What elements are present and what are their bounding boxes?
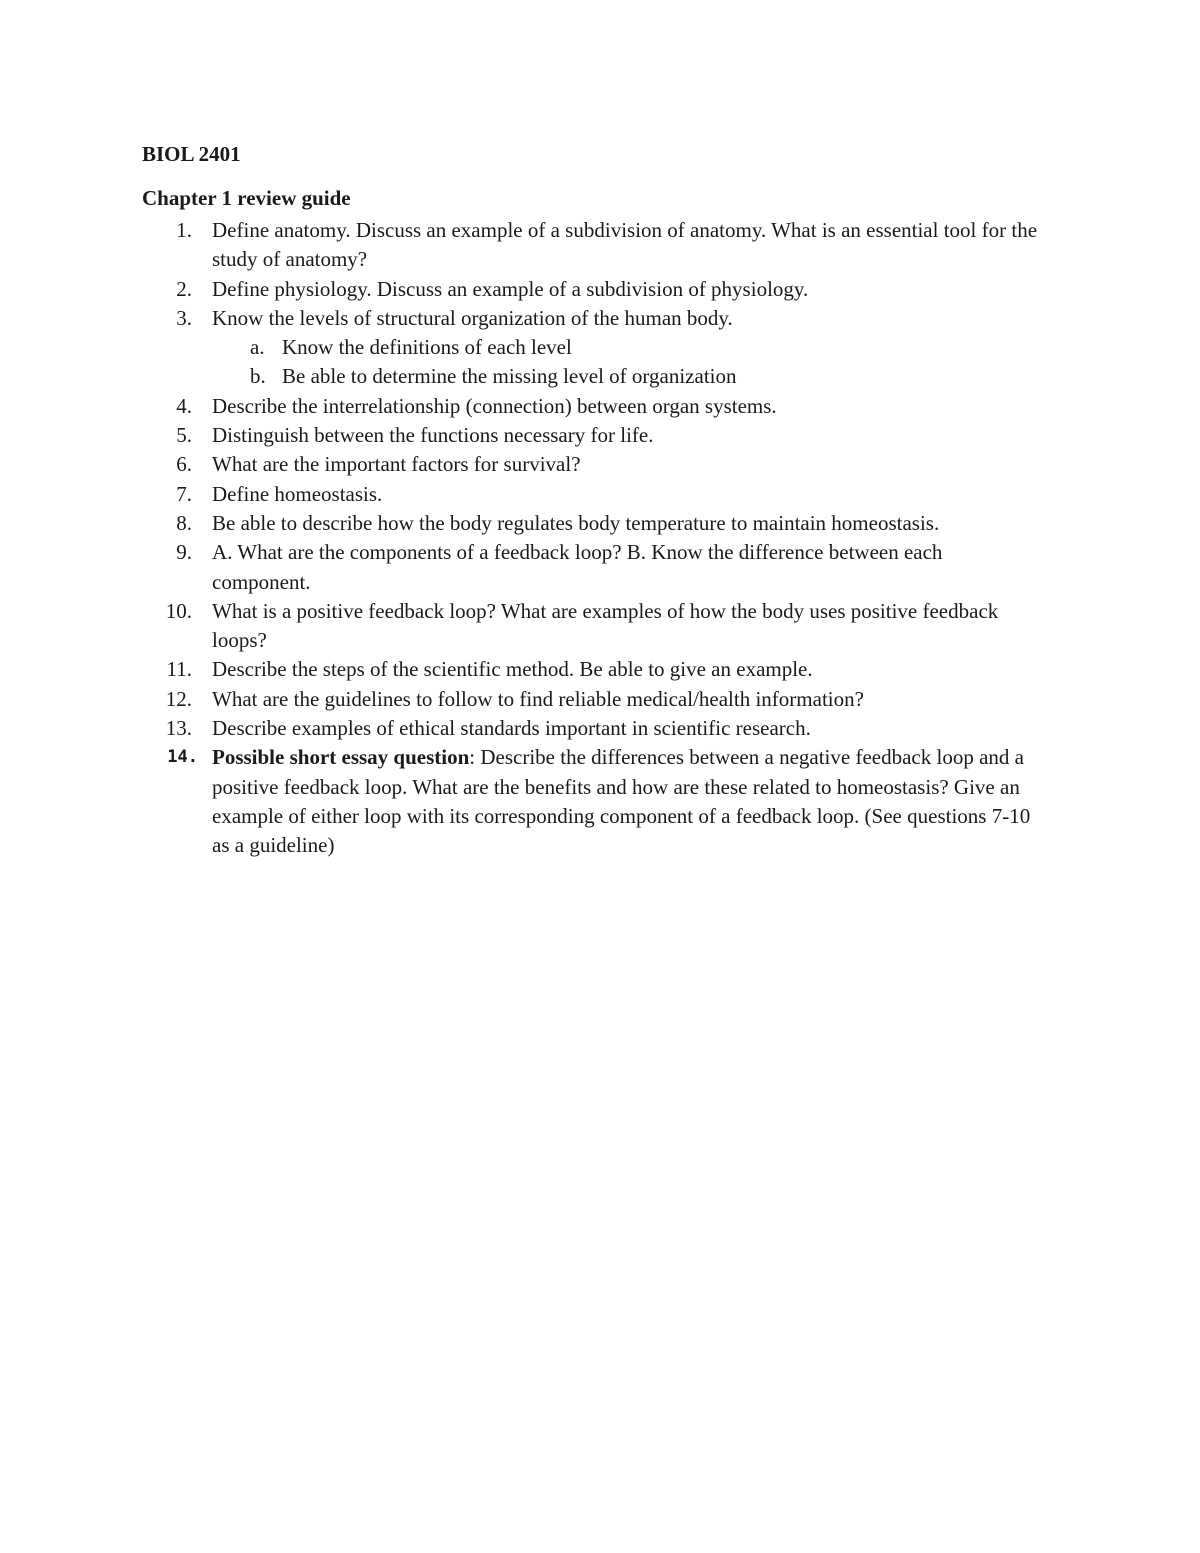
question-number: 10. bbox=[165, 598, 192, 623]
question-text: A. What are the components of a feedback loop? B. Know the difference between each component. bbox=[212, 540, 943, 594]
document-content bbox=[142, 140, 1042, 861]
question-text: Define physiology. Discuss an example of a subdivision of physiology. bbox=[212, 276, 809, 301]
sub-question-text: Be able to determine the missing level of organization bbox=[282, 364, 737, 389]
question-item-7 bbox=[142, 480, 1042, 509]
question-number: 9. bbox=[176, 540, 192, 565]
guide-title: Chapter 1 review guide bbox=[142, 186, 351, 210]
course-title: BIOL 2401 bbox=[142, 142, 241, 166]
question-item-5 bbox=[142, 421, 1042, 450]
essay-question-label: Possible short essay question bbox=[212, 745, 470, 770]
question-number: 1. bbox=[176, 218, 192, 242]
question-item-6 bbox=[142, 450, 1042, 479]
question-item-11 bbox=[142, 655, 1042, 684]
question-number: 2. bbox=[176, 276, 192, 301]
question-text: Define anatomy. Discuss an example of a subdivision of anatomy. What is an essential tool for the study of anatomy? bbox=[212, 218, 1038, 272]
question-number: 7. bbox=[176, 481, 192, 506]
question-item-8 bbox=[142, 509, 1042, 538]
question-text: What are the guidelines to follow to find reliable medical/health information? bbox=[212, 686, 864, 711]
sub-question-item-a bbox=[212, 333, 1042, 362]
question-item-1 bbox=[142, 216, 1042, 275]
sub-question-list bbox=[212, 333, 1042, 392]
question-list bbox=[142, 216, 1042, 861]
question-text: Describe the steps of the scientific method. Be able to give an example. bbox=[212, 657, 813, 682]
question-text: What are the important factors for survival? bbox=[212, 452, 581, 477]
question-number: 8. bbox=[176, 510, 192, 535]
sub-question-letter: b. bbox=[250, 364, 266, 389]
question-number: 5. bbox=[176, 423, 192, 448]
sub-question-item-b bbox=[212, 362, 1042, 391]
question-number: 6. bbox=[176, 452, 192, 477]
question-number: 12. bbox=[165, 686, 192, 711]
question-number: 4. bbox=[176, 393, 192, 418]
question-item-10 bbox=[142, 597, 1042, 656]
question-number: 14. bbox=[167, 747, 198, 768]
question-item-2 bbox=[142, 275, 1042, 304]
question-text: Describe examples of ethical standards important in scientific research. bbox=[212, 716, 811, 741]
question-item-14 bbox=[142, 743, 1042, 860]
question-item-13 bbox=[142, 714, 1042, 743]
question-text: : Describe the differences between a negative feedback loop and a positive feedback loop. What are the benefits and how are these related to homeostasis? Give an example of either loop with its corresponding component of a feedback loop. (See questions 7-10 as a guideline) bbox=[212, 745, 1031, 858]
question-number: 13. bbox=[165, 716, 192, 741]
question-item-4 bbox=[142, 392, 1042, 421]
sub-question-text: Know the definitions of each level bbox=[282, 335, 572, 360]
question-text: Define homeostasis. bbox=[212, 481, 383, 506]
question-item-9 bbox=[142, 538, 1042, 597]
question-item-3 bbox=[142, 304, 1042, 392]
question-text: What is a positive feedback loop? What are examples of how the body uses positive feedback loops? bbox=[212, 598, 999, 653]
question-text: Be able to describe how the body regulates body temperature to maintain homeostasis. bbox=[212, 510, 940, 535]
question-text: Distinguish between the functions necessary for life. bbox=[212, 423, 654, 448]
question-item-12 bbox=[142, 685, 1042, 714]
question-text: Know the levels of structural organization of the human body. bbox=[212, 305, 733, 330]
sub-question-letter: a. bbox=[250, 335, 265, 360]
question-text: Describe the interrelationship (connection) between organ systems. bbox=[212, 393, 777, 418]
question-number: 11. bbox=[166, 657, 192, 682]
question-number: 3. bbox=[176, 305, 192, 330]
